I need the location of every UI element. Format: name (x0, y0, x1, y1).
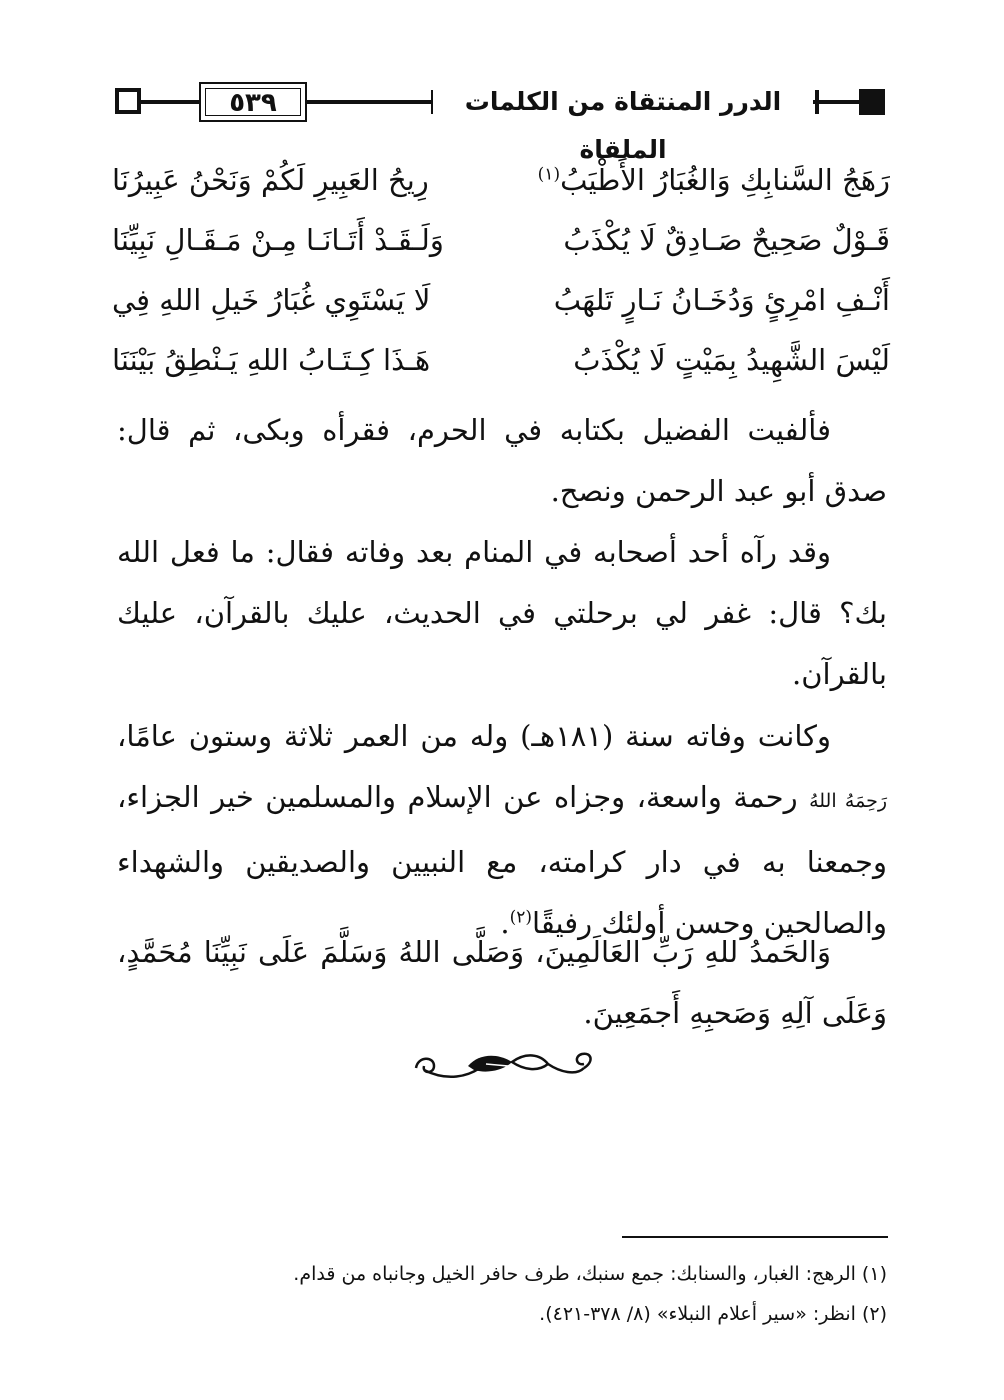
paragraph-text: فألفيت الفضيل بكتابه في الحرم، فقرأه وبكى، ثم قال: صدق أبو عبد الرحمن ونصح. (117, 413, 887, 508)
footnote-marker: (٢) (509, 907, 532, 928)
poem-verse (112, 270, 890, 330)
verse-second-hemistich: لَا يَسْتَوِي غُبَارُ خَيلِ اللهِ فِي (112, 283, 431, 317)
verse-first-hemistich: لَيْسَ الشَّهِيدُ بِمَيْتٍ لَا يُكْذَبُ (573, 343, 890, 377)
page-number: ٥٣٩ (229, 88, 277, 118)
page-header (115, 78, 885, 164)
verse-second-hemistich: رِيحُ العَبِيرِ لَكُمْ وَنَحْنُ عَبِيرُنَا (112, 163, 429, 197)
verse-first-hemistich (538, 150, 890, 210)
header-rule-left (141, 100, 201, 104)
paragraph-text: رحمة واسعة، وجزاه عن الإسلام والمسلمين خير الجزاء، وجمعنا به في دار كرامته، مع النبيين والصديقين والشهداء والصالحين وحسن أولئك رفيقًا (117, 780, 887, 940)
book-title: الدرر المنتقاة من الكلمات الملقاة (433, 78, 813, 174)
paragraph (117, 522, 887, 705)
verse-second-hemistich: وَلَـقَـدْ أَتَـانَـا مِـنْ مَـقَـالِ نَبِيِّنَا (112, 223, 444, 257)
footnote: (١) الرهج: الغبار، والسنابك: جمع سنبك، طرف حافر الخيل وجانباه من قدام. (293, 1263, 887, 1285)
paragraph (117, 706, 887, 954)
header-rule-right (813, 100, 861, 104)
closing-paragraph (117, 922, 887, 1044)
verse-first-hemistich: أَنْـفِ امْرِئٍ وَدُخَـانُ نَـارٍ تَلهَبُ (553, 283, 890, 317)
paragraph-text: وكانت وفاته سنة (١٨١هـ) وله من العمر ثلاثة وستون عامًا، (117, 719, 831, 753)
footnote-marker: (١) (537, 164, 561, 185)
ornament-divider-icon (408, 1046, 598, 1086)
honorific-glyph: رَحِمَهُ اللهُ (809, 790, 888, 812)
page-number-frame (199, 82, 307, 122)
poem (112, 150, 890, 390)
header-square-filled-icon (859, 89, 885, 115)
paragraph-end: . (500, 906, 510, 940)
footnote: (٢) انظر: «سير أعلام النبلاء» (٨/ ٣٧٨-٤٢١). (539, 1303, 887, 1325)
footnotes (117, 1254, 887, 1334)
verse-second-hemistich: هَـذَا كِـتَـابُ اللهِ يَـنْطِقُ بَيْنَنَا (112, 343, 431, 377)
footnote-separator (622, 1236, 888, 1238)
paragraph-text: وقد رآه أحد أصحابه في المنام بعد وفاته فقال: ما فعل الله بك؟ قال: غفر لي برحلتي في الحديث، عليك بالقرآن، عليك بالقرآن. (117, 535, 887, 691)
paragraph-text: وَالحَمدُ للهِ رَبِّ العَالَمِينَ، وَصَلَّى اللهُ وَسَلَّمَ عَلَى نَبِيِّنَا مُحَمَّدٍ، وَعَلَى آلِهِ وَصَحبِهِ أَجمَعِينَ. (117, 935, 887, 1030)
header-square-outline-icon (115, 88, 141, 114)
poem-verse (112, 210, 890, 270)
paragraph (117, 400, 887, 522)
header-divider-bar (815, 90, 819, 114)
verse-first-hemistich: قَـوْلٌ صَحِيحٌ صَـادِقٌ لَا يُكْذَبُ (563, 223, 890, 257)
poem-verse (112, 330, 890, 390)
poem-verse (112, 150, 890, 210)
hemistich-text: رَهَجُ السَّنابِكِ وَالغُبَارُ الأَطْيَبُ (560, 163, 890, 197)
header-rule-middle (307, 100, 433, 104)
